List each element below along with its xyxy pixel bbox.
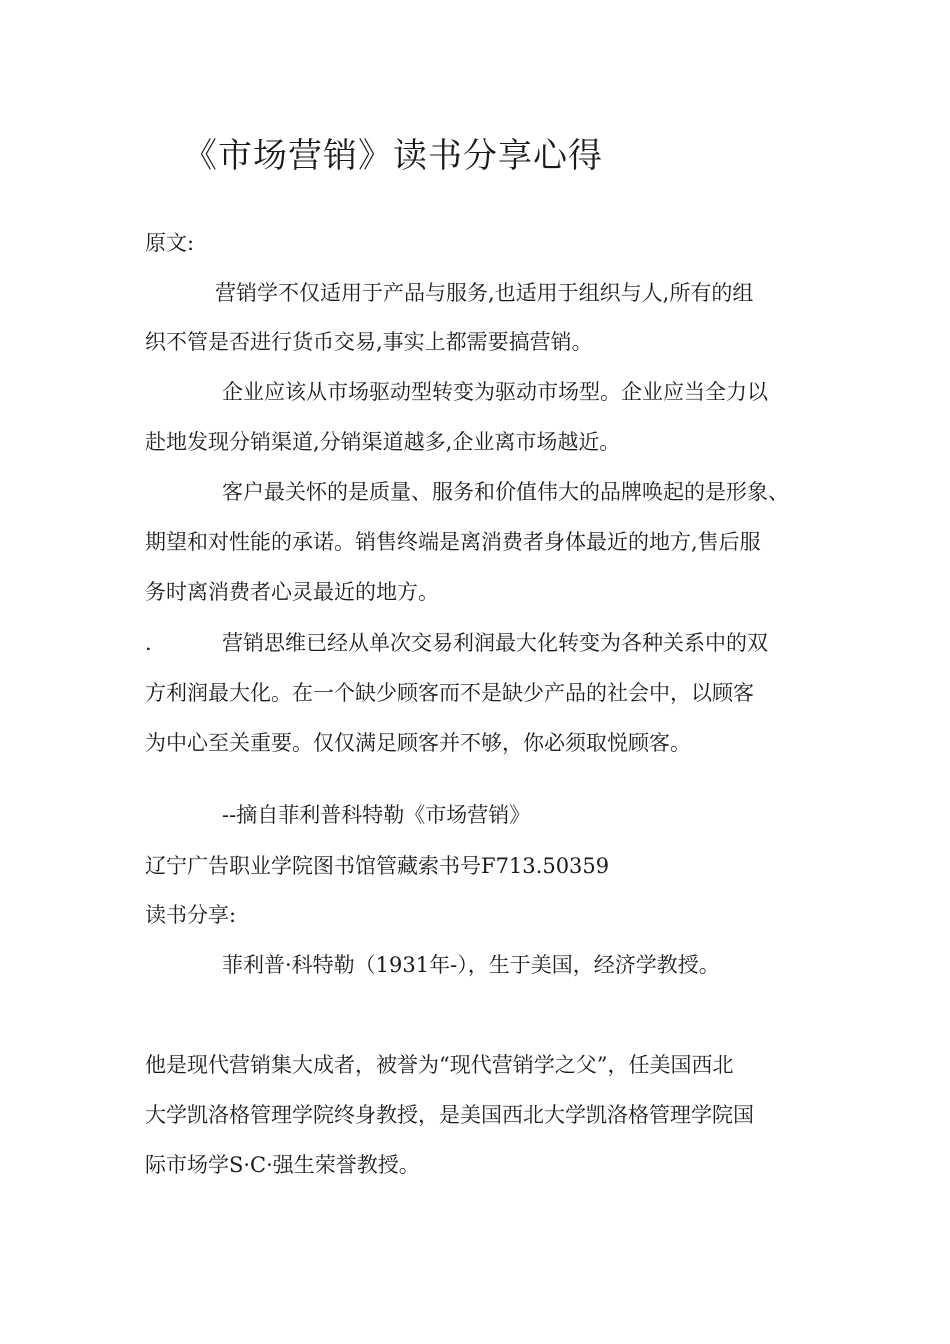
bio-line-1: 他是现代营销集大成者，被誉为“现代营销学之父”，任美国西北: [145, 1053, 734, 1077]
paragraph-4-line-2: 方利润最大化。在一个缺少顾客而不是缺少产品的社会中，以顾客: [145, 681, 754, 705]
paragraph-4-marker: .: [145, 631, 152, 655]
share-label: 读书分享:: [145, 903, 237, 927]
paragraph-1-line-1: 营销学不仅适用于产品与服务,也适用于组织与人,所有的组: [215, 281, 754, 305]
paragraph-2-line-1: 企业应该从市场驱动型转变为驱动市场型。企业应当全力以: [222, 380, 768, 404]
paragraph-3-line-2: 期望和对性能的承诺。销售终端是离消费者身体最近的地方,售后服: [145, 530, 761, 554]
original-label: 原文:: [145, 231, 195, 255]
paragraph-4-line-3: 为中心至关重要。仅仅满足顾客并不够，你必须取悦顾客。: [145, 731, 691, 755]
citation: --摘自菲利普科特勒《市场营销》: [222, 803, 531, 827]
bio-line-2: 大学凯洛格管理学院终身教授，是美国西北大学凯洛格管理学院国: [145, 1103, 754, 1127]
paragraph-2-line-2: 赴地发现分销渠道,分销渠道越多,企业离市场越近。: [145, 430, 621, 454]
paragraph-3-line-1: 客户最关怀的是质量、服务和价值伟大的品牌唤起的是形象、: [222, 480, 789, 504]
paragraph-1-line-2: 织不管是否进行货币交易,事实上都需要搞营销。: [145, 330, 593, 354]
paragraph-3-line-3: 务时离消费者心灵最近的地方。: [145, 580, 439, 604]
paragraph-4-line-1: 营销思维已经从单次交易利润最大化转变为各种关系中的双: [222, 631, 768, 655]
call-number: 辽宁广告职业学院图书馆管藏索书号F713.50359: [145, 854, 610, 878]
document-title: 《市场营销》读书分享心得: [183, 136, 603, 176]
author-intro: 菲利普·科特勒（1931年-），生于美国，经济学教授。: [222, 953, 720, 977]
bio-line-3: 际市场学S·C·强生荣誉教授。: [145, 1153, 420, 1177]
